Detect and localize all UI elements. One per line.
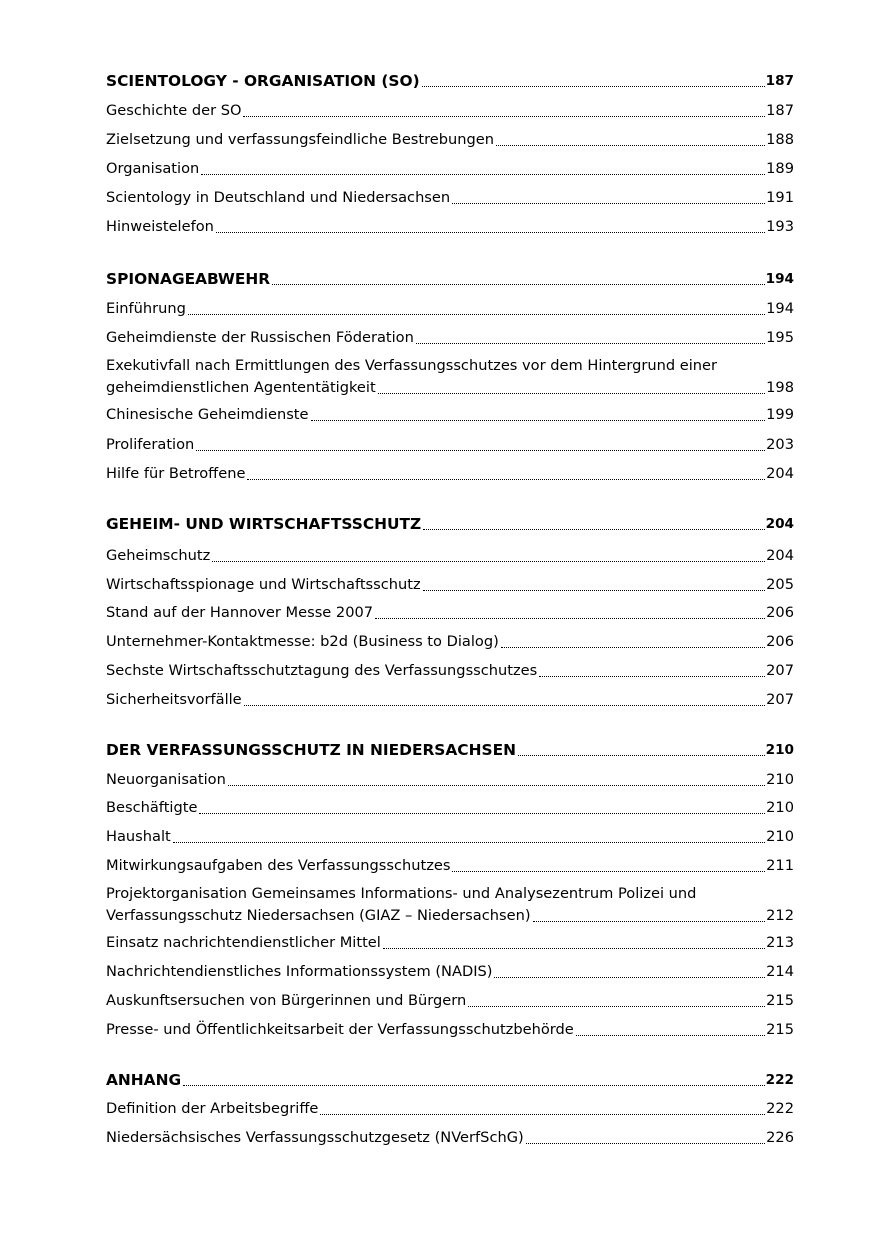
toc-page-number: 204 bbox=[766, 547, 794, 564]
dot-leader bbox=[416, 342, 765, 344]
toc-page-number: 222 bbox=[765, 1072, 794, 1088]
dot-leader bbox=[201, 173, 765, 175]
toc-entry bbox=[106, 463, 794, 485]
toc-page-number: 206 bbox=[766, 604, 794, 621]
toc-entry bbox=[106, 660, 794, 682]
toc-page-number: 207 bbox=[766, 691, 794, 708]
toc-entry-title-wrap bbox=[106, 883, 794, 927]
toc-entry-title: Unternehmer-Kontaktmesse: b2d (Business to Dialog) bbox=[106, 633, 499, 650]
dot-leader bbox=[375, 617, 765, 619]
toc-page-number: 210 bbox=[766, 799, 794, 816]
toc-entry-title: Geheimdienste der Russischen Föderation bbox=[106, 329, 414, 346]
toc-entry bbox=[106, 883, 794, 927]
toc-entry bbox=[106, 574, 794, 596]
toc-page-number: 187 bbox=[766, 102, 794, 119]
toc-page-number: 194 bbox=[765, 271, 794, 287]
toc-page-number: 207 bbox=[766, 662, 794, 679]
toc-entry-title: Sechste Wirtschaftsschutztagung des Verfassungsschutzes bbox=[106, 662, 538, 679]
toc-entry bbox=[106, 404, 794, 426]
toc-page-number: 213 bbox=[766, 934, 794, 951]
toc-entry-title-line2: Verfassungsschutz Niedersachsen (GIAZ – Niedersachsen) bbox=[106, 907, 531, 924]
toc-entry bbox=[106, 855, 794, 877]
toc-entry-title: Definition der Arbeitsbegriffe bbox=[106, 1100, 319, 1117]
toc-heading-title: SPIONAGEABWEHR bbox=[106, 270, 271, 288]
toc-entry-title: Auskunftsersuchen von Bürgerinnen und Bürgern bbox=[106, 992, 467, 1009]
toc-entry-line2 bbox=[106, 905, 794, 927]
dot-leader bbox=[173, 841, 765, 843]
toc-entry-title-line1: Exekutivfall nach Ermittlungen des Verfassungsschutzes vor dem Hintergrund einer bbox=[106, 357, 717, 374]
toc-entry-title: Wirtschaftsspionage und Wirtschaftsschutz bbox=[106, 576, 421, 593]
toc-entry bbox=[106, 129, 794, 151]
dot-leader bbox=[244, 704, 765, 706]
toc-entry-title: Zielsetzung und verfassungsfeindliche Bestrebungen bbox=[106, 131, 495, 148]
dot-leader bbox=[272, 283, 764, 285]
toc-entry-title-line1: Projektorganisation Gemeinsames Informations- und Analysezentrum Polizei und bbox=[106, 885, 697, 902]
dot-leader bbox=[452, 202, 765, 204]
toc-entry-title: Presse- und Öffentlichkeitsarbeit der Verfassungsschutzbehörde bbox=[106, 1021, 574, 1038]
toc-entry-title: Nachrichtendienstliches Informationssystem (NADIS) bbox=[106, 963, 493, 980]
toc-entry-title: Geheimschutz bbox=[106, 547, 211, 564]
dot-leader bbox=[311, 419, 766, 421]
toc-entry bbox=[106, 187, 794, 209]
toc-entry bbox=[106, 434, 794, 456]
toc-page-number: 206 bbox=[766, 633, 794, 650]
dot-leader bbox=[423, 589, 765, 591]
toc-entry-title: Neuorganisation bbox=[106, 771, 226, 788]
dot-leader bbox=[576, 1034, 765, 1036]
toc-entry bbox=[106, 769, 794, 791]
toc-entry bbox=[106, 158, 794, 180]
toc-entry bbox=[106, 602, 794, 624]
toc-entry-title: Mitwirkungsaufgaben des Verfassungsschutzes bbox=[106, 857, 451, 874]
dot-leader bbox=[533, 920, 766, 922]
dot-leader bbox=[452, 870, 765, 872]
toc-page-number: 194 bbox=[766, 300, 794, 317]
toc-page-number: 204 bbox=[765, 516, 794, 532]
dot-leader bbox=[518, 754, 765, 756]
toc-entry bbox=[106, 797, 794, 819]
dot-leader bbox=[526, 1142, 765, 1144]
toc-entry-title: Niedersächsisches Verfassungsschutzgesetz (NVerfSchG) bbox=[106, 1129, 524, 1146]
toc-entry-title: Geschichte der SO bbox=[106, 102, 242, 119]
toc-entry-title: Scientology in Deutschland und Niedersachsen bbox=[106, 189, 451, 206]
dot-leader bbox=[228, 784, 765, 786]
dot-leader bbox=[320, 1113, 765, 1115]
toc-page-number: 212 bbox=[766, 907, 794, 924]
dot-leader bbox=[212, 560, 765, 562]
toc-page-number: 203 bbox=[766, 436, 794, 453]
toc-page-number: 222 bbox=[766, 1100, 794, 1117]
dot-leader bbox=[378, 392, 765, 394]
toc-entry bbox=[106, 961, 794, 983]
toc-entry bbox=[106, 932, 794, 954]
toc-page-number: 210 bbox=[766, 771, 794, 788]
toc-section-heading bbox=[106, 70, 794, 92]
dot-leader bbox=[183, 1084, 765, 1086]
toc-entry-line2 bbox=[106, 377, 794, 399]
dot-leader bbox=[188, 313, 765, 315]
toc-entry bbox=[106, 1098, 794, 1120]
toc-page-number: 189 bbox=[766, 160, 794, 177]
toc-page-number: 214 bbox=[766, 963, 794, 980]
dot-leader bbox=[539, 675, 765, 677]
dot-leader bbox=[216, 231, 765, 233]
toc-page-number: 193 bbox=[766, 218, 794, 235]
toc-heading-title: DER VERFASSUNGSSCHUTZ IN NIEDERSACHSEN bbox=[106, 741, 516, 759]
toc-entry-title: Chinesische Geheimdienste bbox=[106, 406, 309, 423]
toc-section-heading bbox=[106, 513, 794, 535]
toc-page-number: 210 bbox=[766, 828, 794, 845]
toc-section-heading bbox=[106, 1069, 794, 1091]
toc-entry-title: Proliferation bbox=[106, 436, 195, 453]
toc-entry bbox=[106, 689, 794, 711]
toc-entry-title: Haushalt bbox=[106, 828, 171, 845]
toc-heading-title: GEHEIM- UND WIRTSCHAFTSSCHUTZ bbox=[106, 515, 422, 533]
toc-page-number: 215 bbox=[766, 1021, 794, 1038]
toc-section-heading bbox=[106, 268, 794, 290]
toc-entry-title: Organisation bbox=[106, 160, 200, 177]
toc-entry bbox=[106, 826, 794, 848]
toc-entry-title-line2: geheimdienstlichen Agententätigkeit bbox=[106, 379, 376, 396]
toc-entry bbox=[106, 327, 794, 349]
toc-entry-title: Einführung bbox=[106, 300, 186, 317]
toc-entry-title: Sicherheitsvorfälle bbox=[106, 691, 242, 708]
toc-entry-title: Hilfe für Betroffene bbox=[106, 465, 246, 482]
dot-leader bbox=[501, 646, 765, 648]
dot-leader bbox=[247, 478, 765, 480]
dot-leader bbox=[199, 812, 765, 814]
dot-leader bbox=[468, 1005, 765, 1007]
dot-leader bbox=[422, 85, 765, 87]
toc-page-number: 215 bbox=[766, 992, 794, 1009]
toc-page-number: 204 bbox=[766, 465, 794, 482]
toc-entry bbox=[106, 355, 794, 399]
toc-section-heading bbox=[106, 739, 794, 761]
dot-leader bbox=[496, 144, 765, 146]
toc-entry-title: Beschäftigte bbox=[106, 799, 198, 816]
toc-page-number: 199 bbox=[766, 406, 794, 423]
toc-entry bbox=[106, 100, 794, 122]
toc-page-number: 191 bbox=[766, 189, 794, 206]
dot-leader bbox=[243, 115, 765, 117]
toc-page-number: 195 bbox=[766, 329, 794, 346]
toc-entry-title: Einsatz nachrichtendienstlicher Mittel bbox=[106, 934, 381, 951]
toc-entry bbox=[106, 216, 794, 238]
toc-page-number: 226 bbox=[766, 1129, 794, 1146]
toc-page-number: 211 bbox=[766, 857, 794, 874]
toc-entry-title: Hinweistelefon bbox=[106, 218, 214, 235]
toc-page-number: 210 bbox=[765, 742, 794, 758]
toc-entry bbox=[106, 1019, 794, 1041]
toc-entry bbox=[106, 545, 794, 567]
dot-leader bbox=[494, 976, 765, 978]
toc-entry bbox=[106, 298, 794, 320]
toc-page-number: 198 bbox=[766, 379, 794, 396]
toc-entry-title-wrap bbox=[106, 355, 794, 399]
toc-entry bbox=[106, 631, 794, 653]
dot-leader bbox=[423, 528, 764, 530]
dot-leader bbox=[383, 947, 765, 949]
toc-entry bbox=[106, 1127, 794, 1149]
dot-leader bbox=[196, 449, 765, 451]
toc-entry-title: Stand auf der Hannover Messe 2007 bbox=[106, 604, 374, 621]
toc-entry bbox=[106, 990, 794, 1012]
toc-heading-title: SCIENTOLOGY - ORGANISATION (SO) bbox=[106, 72, 420, 90]
toc-page-number: 187 bbox=[765, 73, 794, 89]
toc-heading-title: ANHANG bbox=[106, 1071, 182, 1089]
toc-page-number: 188 bbox=[766, 131, 794, 148]
toc-page-number: 205 bbox=[766, 576, 794, 593]
